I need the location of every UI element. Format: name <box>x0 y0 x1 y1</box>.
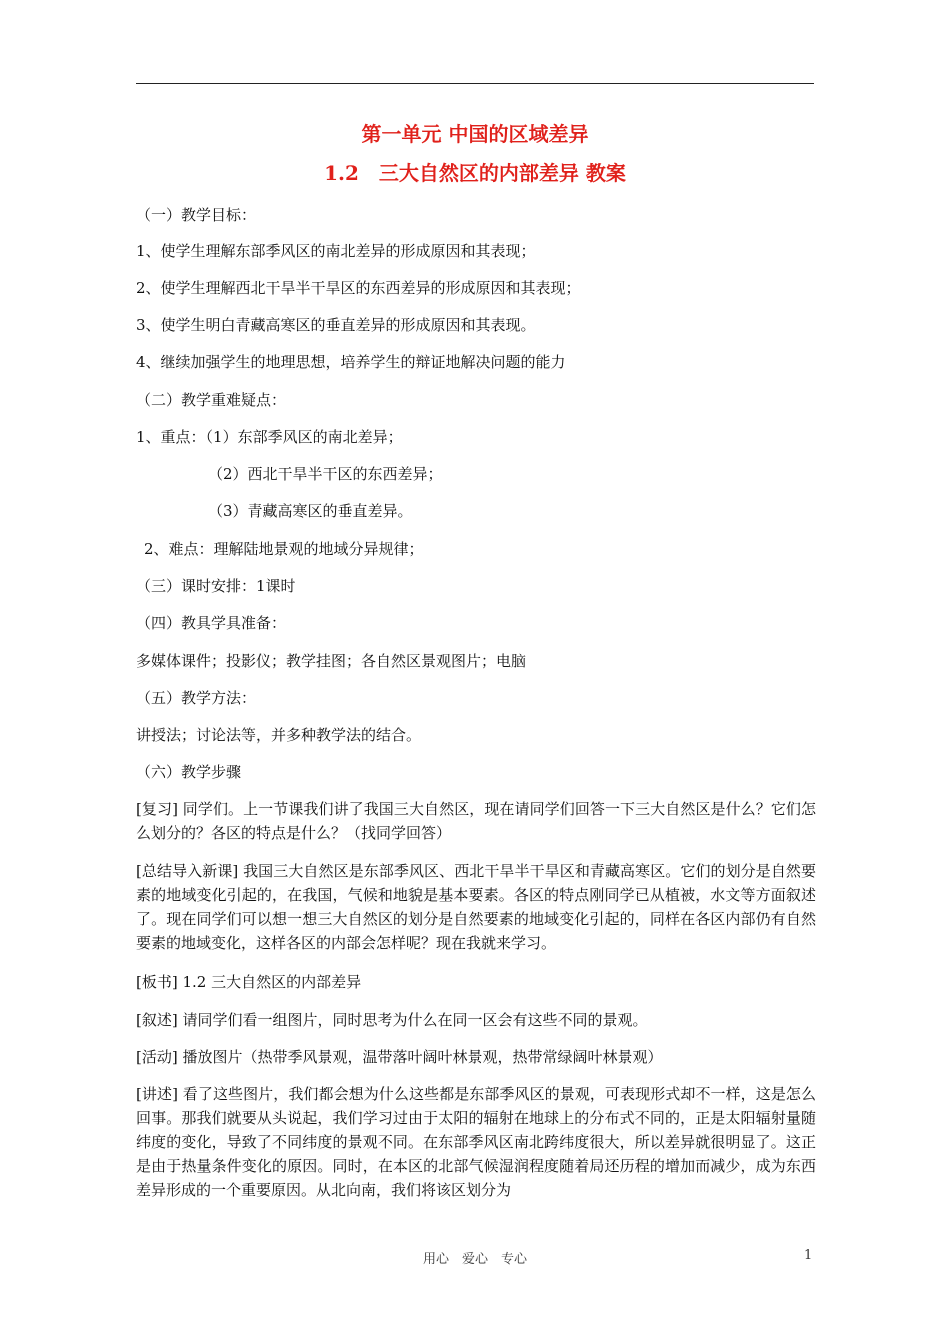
materials-list: 多媒体课件；投影仪；教学挂图；各自然区景观图片；电脑 <box>136 652 527 670</box>
page-footer: 用心 爱心 专心 <box>422 1252 527 1267</box>
paragraph-blackboard: [板书] 1.2 三大自然区的内部差异 <box>136 973 362 991</box>
paragraph-intro: [总结导入新课] 我国三大自然区是东部季风区、西北干旱半干旱区和青藏高寒区。它们的划分是自然要素的地域变化引起的，在我国，气候和地貌是基本要素。各区的特点刚同学已从植被，水文等方面叙述了。现在同学们可以想一想三大自然区的划分是自然要素的地域变化引起的，同样在各区内部仍有自然要素的地域变化，这样各区的内部会怎样呢？现在我就来学习。 <box>136 862 816 952</box>
section-heading-methods: （五）教学方法： <box>136 689 257 707</box>
section-heading-objectives: （一）教学目标： <box>136 206 257 224</box>
key-point-item: （3）青藏高寒区的垂直差异。 <box>208 502 413 520</box>
page-number: 1 <box>804 1248 813 1263</box>
objective-item: 4、继续加强学生的地理思想，培养学生的辩证地解决问题的能力 <box>136 353 566 371</box>
key-point-item: 1、重点：（1）东部季风区的南北差异； <box>136 428 403 446</box>
objective-item: 2、使学生理解西北干旱半干旱区的东西差异的形成原因和其表现； <box>136 279 581 297</box>
paragraph-lecture: [讲述] 看了这些图片，我们都会想为什么这些都是东部季风区的景观，可表现形式却不一样，这是怎么回事。那我们就要从头说起，我们学习过由于太阳的辐射在地球上的分布式不同的，正是太阳辐射量随纬度的变化，导致了不同纬度的景观不同。在东部季风区南北跨纬度很大，所以差异就很明显了。这正是由于热量条件变化的原因。同时，在本区的北部气候湿润程度随着局还历程的增加而减少，成为东西差异形成的一个重要原因。从北向南，我们将该区划分为 <box>136 1085 816 1199</box>
objective-item: 1、使学生理解东部季风区的南北差异的形成原因和其表现； <box>136 242 536 260</box>
section-heading-schedule: （三）课时安排：1课时 <box>136 577 296 595</box>
section-heading-key-points: （二）教学重难疑点： <box>136 391 287 409</box>
difficulty-item: 2、难点：理解陆地景观的地域分异规律； <box>144 540 424 558</box>
methods-list: 讲授法；讨论法等，并多种教学法的结合。 <box>136 726 422 744</box>
section-heading-steps: （六）教学步骤 <box>136 763 242 781</box>
unit-title: 第一单元 中国的区域差异 <box>361 122 589 146</box>
paragraph-activity: [活动] 播放图片（热带季风景观，温带落叶阔叶林景观，热带常绿阔叶林景观） <box>136 1048 663 1066</box>
key-point-item: （2）西北干旱半干区的东西差异； <box>208 465 443 483</box>
paragraph-review: [复习] 同学们。上一节课我们讲了我国三大自然区，现在请同学们回答一下三大自然区是什么？它们怎么划分的？各区的特点是什么？（找同学回答） <box>136 800 816 842</box>
paragraph-narration: [叙述] 请同学们看一组图片，同时思考为什么在同一区会有这些不同的景观。 <box>136 1011 648 1029</box>
section-heading-materials: （四）教具学具准备： <box>136 614 287 632</box>
header-rule <box>136 83 814 84</box>
objective-item: 3、使学生明白青藏高寒区的垂直差异的形成原因和其表现。 <box>136 316 536 334</box>
lesson-title: 1.2 三大自然区的内部差异 教案 <box>324 161 626 185</box>
